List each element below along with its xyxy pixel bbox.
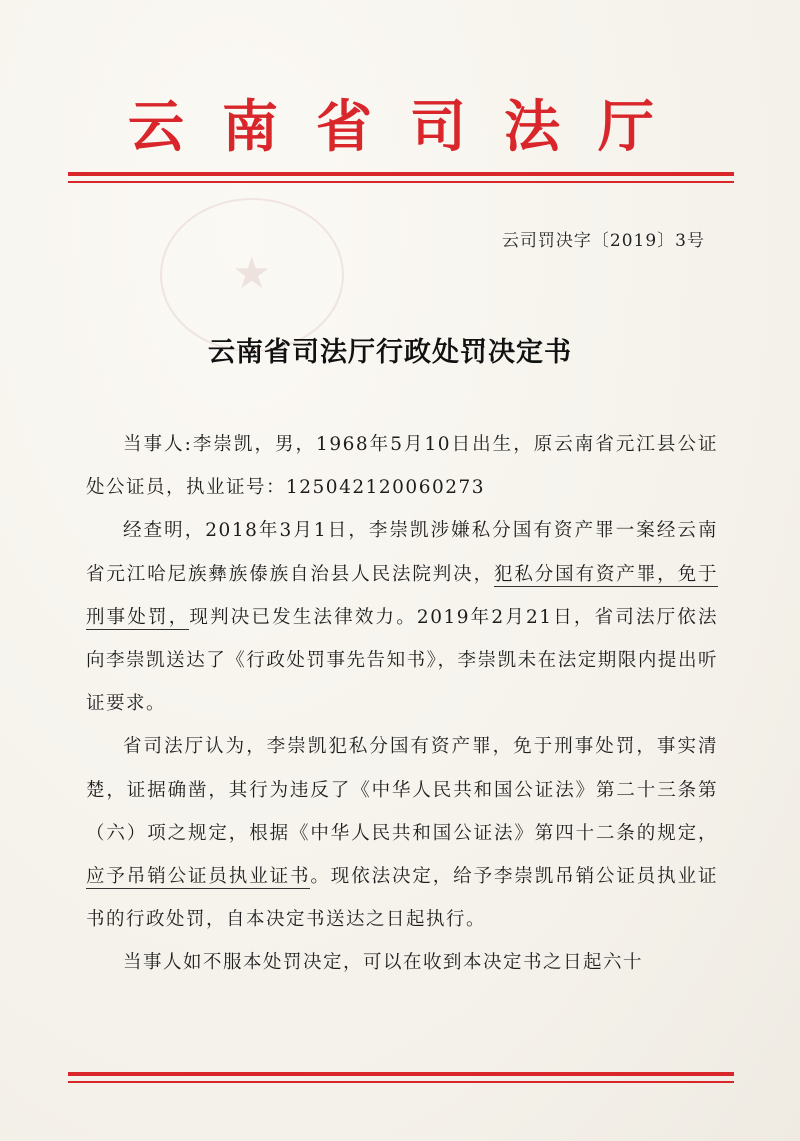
paragraph-text: 经查明，2018年3月1日，李崇凯涉嫌私分国有资产罪一案经云南省元江哈尼族彝族傣族自治县人民法院判决， <box>86 520 718 585</box>
footer-rule-thick <box>68 1072 734 1076</box>
paragraph-text: 。现依法决定，给予李崇凯吊销公证员执业证书的行政处罚，自本决定书送达之日起执行。 <box>86 866 718 931</box>
paragraph-decision <box>86 725 718 941</box>
letterhead: 云南省司法厅 <box>128 94 692 160</box>
paragraph-appeal <box>86 941 718 984</box>
underlined-text: 应予吊销公证员执业证书 <box>86 866 311 888</box>
seal-star-icon: ★ <box>232 248 272 299</box>
letterhead-rule-thick <box>68 172 734 176</box>
paragraph-text: 当事人如不服本处罚决定，可以在收到本决定书之日起六十 <box>123 952 644 974</box>
letterhead-rule-thin <box>68 181 734 183</box>
document-title: 云南省司法厅行政处罚决定书 <box>208 337 572 368</box>
underlined-text: 犯私分国有资产罪，免于刑事处罚， <box>86 563 718 628</box>
faded-seal <box>160 198 344 352</box>
footer-rule-thin <box>68 1081 734 1083</box>
document-number: 云司罚决字〔2019〕3号 <box>501 231 705 251</box>
paragraph-text: 省司法厅认为，李崇凯犯私分国有资产罪，免于刑事处罚，事实清楚，证据确凿，其行为违反了《中华人民共和国公证法》第二十三条第（六）项之规定，根据《中华人民共和国公证法》第四十二条的规定， <box>86 736 718 844</box>
paragraph-text: 当事人:李崇凯，男，1968年5月10日出生，原云南省元江县公证处公证员，执业证号：125042120060273 <box>86 434 718 499</box>
paragraph-party <box>86 423 718 509</box>
paragraph-text: 现判决已发生法律效力。2019年2月21日，省司法厅依法向李崇凯送达了《行政处罚事先告知书》，李崇凯未在法定期限内提出听证要求。 <box>86 606 718 715</box>
paragraph-findings <box>86 509 718 725</box>
document-body <box>86 423 718 985</box>
